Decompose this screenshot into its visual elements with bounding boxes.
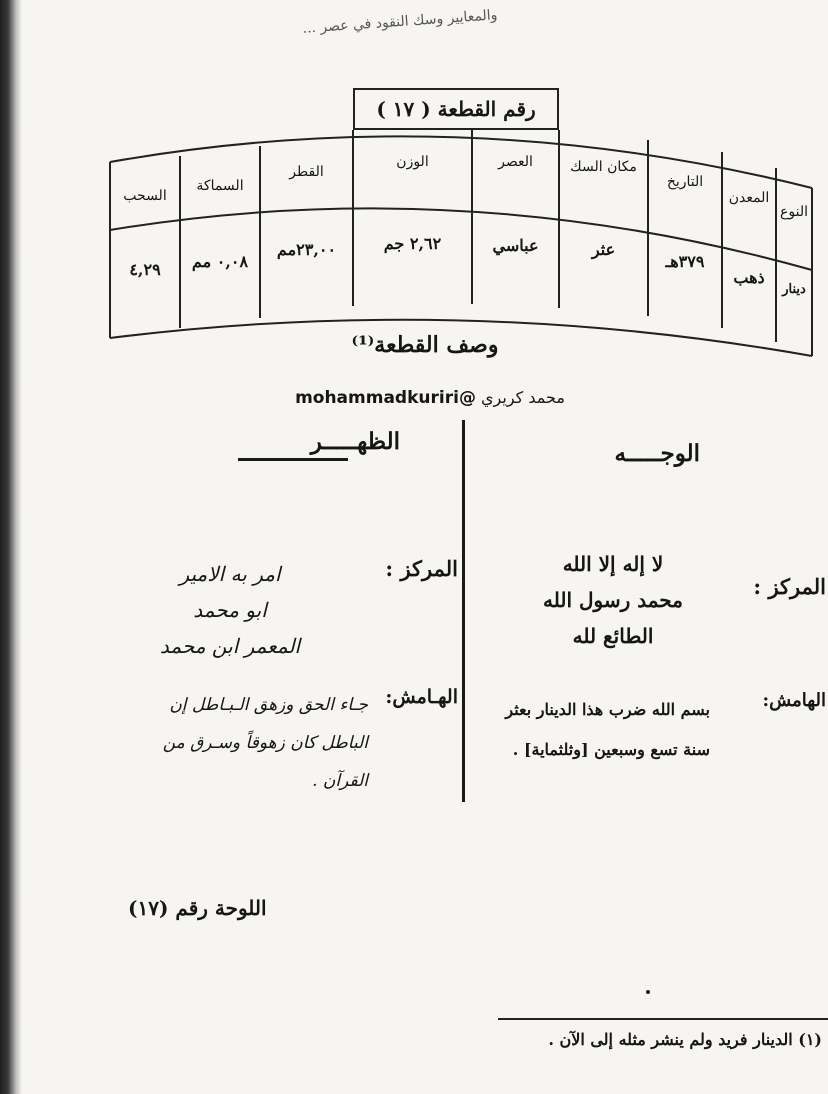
header-thickness: السماكة	[196, 177, 244, 194]
reverse-heading: الظهـــــر	[310, 428, 400, 455]
obverse-center-line: الطائع لله	[572, 624, 654, 648]
reverse-center-label: المركز :	[385, 556, 458, 581]
coin-description-title: وصف القطعة⁽¹⁾	[351, 332, 499, 358]
obverse-heading: الوجـــــه	[614, 440, 700, 467]
footnote-rule	[498, 1018, 828, 1020]
value-thickness: ٠,٠٨ مم	[191, 252, 249, 272]
header-weight: الوزن	[396, 153, 429, 170]
value-diameter: ٢٣,٠٠مم	[276, 240, 337, 260]
obverse-margin-text: بسم الله ضرب هذا الدينار بعثر سنة تسع وسبعين [وثلثماية] .	[505, 700, 710, 759]
obverse-center-label: المركز :	[753, 574, 826, 599]
reverse-center-line: ابو محمد	[193, 598, 267, 622]
obverse-center-text	[488, 546, 738, 654]
footnote: (١) الدينار فريد ولم ينشر مثله إلى الآن .	[548, 1030, 822, 1049]
obverse-margin-label: الهامش:	[762, 690, 826, 711]
page-mark	[646, 990, 650, 994]
reverse-margin-text	[110, 686, 368, 800]
header-axis: السحب	[123, 187, 167, 204]
reverse-margin-line: الباطل كان زهوقاً وسـرق من	[162, 733, 368, 753]
column-divider	[462, 420, 465, 802]
value-date: ٣٧٩هـ	[665, 252, 705, 272]
value-era: عباسي	[492, 236, 539, 256]
obverse-center-line: لا إله إلا الله	[562, 552, 664, 576]
watermark-name: محمد كريري	[481, 388, 565, 407]
header-diameter: القطر	[289, 163, 324, 180]
header-mint: مكان السك	[570, 158, 637, 175]
header-date: التاريخ	[666, 173, 704, 190]
reverse-margin-line: جـاء الحق وزهق الـبـاطل إن	[169, 695, 368, 715]
watermark-handle: @mohammadkuriri	[295, 388, 476, 408]
reverse-margin-line: القرآن .	[312, 771, 368, 791]
piece-number-title: رقم القطعة ( ١٧ )	[353, 88, 559, 130]
value-axis: ٤,٢٩	[129, 260, 161, 280]
value-type: دينار	[782, 282, 806, 298]
value-metal: ذهب	[733, 268, 765, 288]
reverse-margin-label: الهـامش:	[385, 686, 458, 708]
header-metal: المعدن	[728, 189, 770, 206]
value-mint: عثر	[591, 240, 616, 260]
reverse-center-line: المعمر ابن محمد	[159, 634, 301, 658]
running-head: والمعايير وسك النقود في عصر ...	[302, 7, 498, 37]
reverse-center-text	[130, 556, 330, 664]
watermark	[190, 388, 670, 408]
reverse-center-line: امر به الامير	[179, 562, 281, 586]
reverse-heading-rule	[238, 458, 348, 461]
header-type: النوع	[780, 203, 808, 220]
value-weight: ٢,٦٢ جم	[383, 234, 442, 254]
plate-number: اللوحة رقم (١٧)	[128, 896, 267, 920]
header-era: العصر	[498, 153, 533, 170]
obverse-center-line: محمد رسول الله	[543, 588, 683, 612]
